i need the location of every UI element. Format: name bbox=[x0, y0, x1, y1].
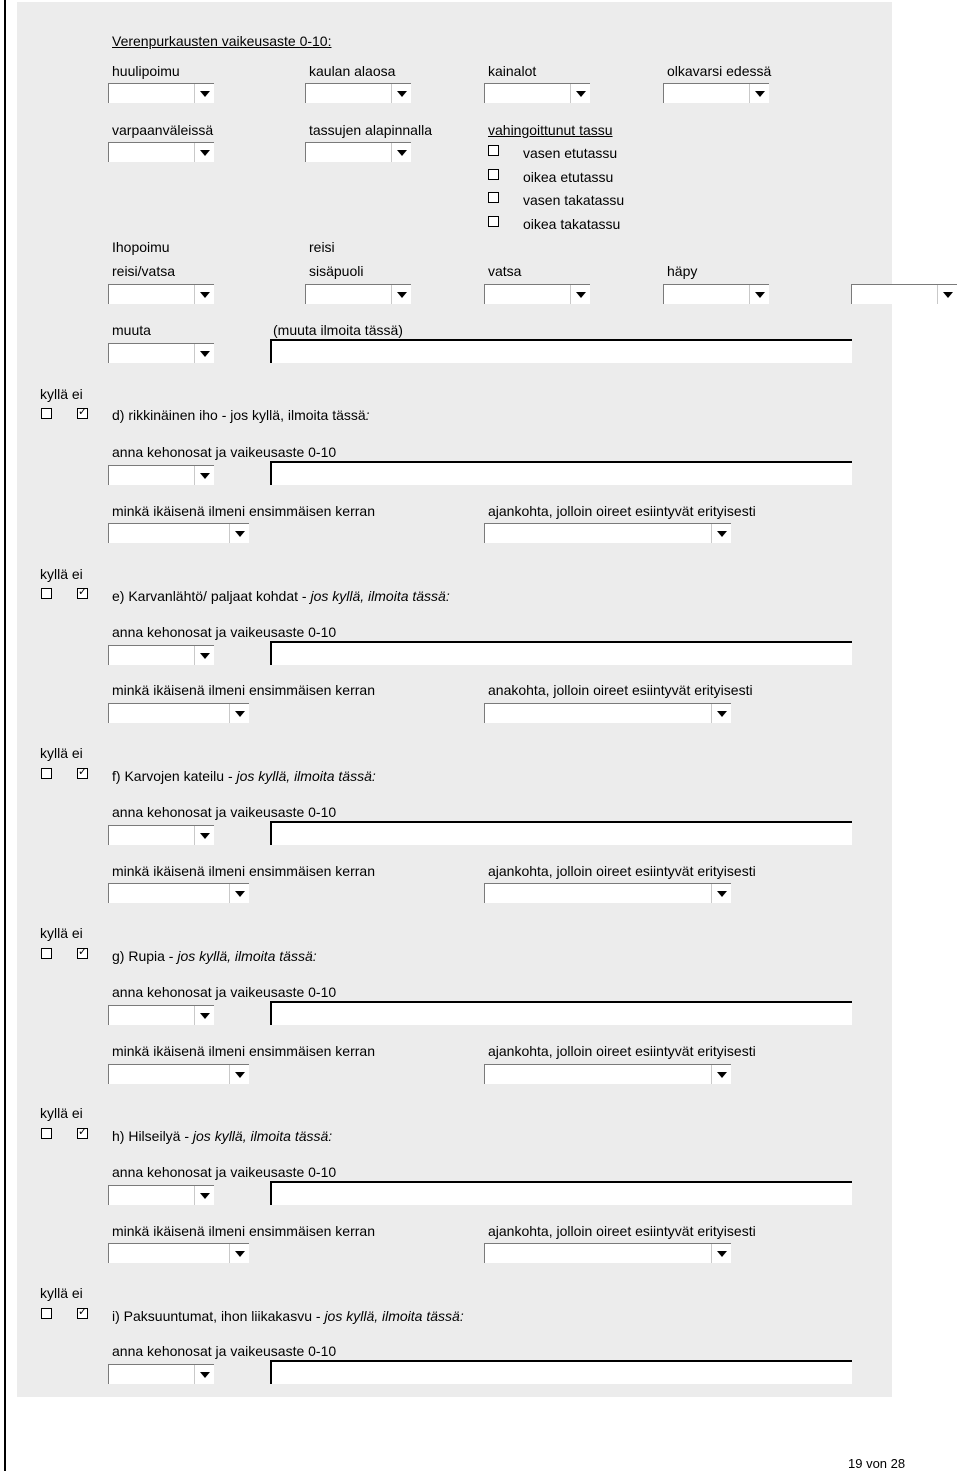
checkbox-yes-h[interactable] bbox=[41, 1128, 52, 1139]
label-reisi-vatsa: reisi/vatsa bbox=[112, 263, 176, 279]
dropdown-arrow-icon bbox=[570, 285, 590, 304]
dropdown-arrow-icon bbox=[194, 1006, 214, 1025]
severity-select[interactable] bbox=[305, 83, 411, 103]
time-select[interactable] bbox=[484, 523, 731, 543]
age-select[interactable] bbox=[108, 523, 249, 543]
question-g-tail: jos kyllä, ilmoita tässä: bbox=[177, 948, 317, 964]
checkbox-yes-g[interactable] bbox=[41, 948, 52, 959]
dropdown-arrow-icon bbox=[229, 704, 249, 723]
severity-select[interactable] bbox=[108, 465, 214, 485]
label-vasen-etutassu: vasen etutassu bbox=[523, 145, 618, 161]
areas-text-field[interactable] bbox=[270, 461, 852, 485]
dropdown-arrow-icon bbox=[570, 84, 590, 103]
yes-no-header: kyllä ei bbox=[40, 386, 83, 402]
label-time: anakohta, jolloin oireet esiintyvät erityisesti bbox=[488, 682, 753, 698]
label-ihopoimu: Ihopoimu bbox=[112, 239, 170, 255]
dropdown-arrow-icon bbox=[194, 84, 214, 103]
dropdown-arrow-icon bbox=[194, 1365, 214, 1384]
dropdown-arrow-icon bbox=[194, 143, 214, 162]
yes-no-header: kyllä ei bbox=[40, 1285, 83, 1301]
label-time: ajankohta, jolloin oireet esiintyvät erityisesti bbox=[488, 1043, 756, 1059]
time-select[interactable] bbox=[484, 883, 731, 903]
question-f-tail: jos kyllä, ilmoita tässä: bbox=[236, 768, 376, 784]
severity-select[interactable] bbox=[108, 1364, 214, 1384]
dropdown-arrow-icon bbox=[391, 143, 411, 162]
label-kainalot: kainalot bbox=[488, 63, 537, 79]
page-number: 19 von 28 bbox=[848, 1456, 906, 1471]
areas-text-field[interactable] bbox=[270, 1360, 852, 1384]
label-huulipoimu: huulipoimu bbox=[112, 63, 180, 79]
question-d bbox=[112, 407, 370, 423]
label-kaulan-alaosa: kaulan alaosa bbox=[309, 63, 396, 79]
label-vahingoittunut-tassu: vahingoittunut tassu bbox=[488, 122, 613, 138]
dropdown-arrow-icon bbox=[711, 524, 731, 543]
label-reisi: reisi bbox=[309, 239, 335, 255]
severity-select[interactable] bbox=[851, 284, 957, 304]
severity-select[interactable] bbox=[305, 284, 411, 304]
severity-select[interactable] bbox=[663, 83, 769, 103]
label-areas: anna kehonosat ja vaikeusaste 0-10 bbox=[112, 444, 337, 460]
label-vatsa: vatsa bbox=[488, 263, 522, 279]
severity-select[interactable] bbox=[108, 1005, 214, 1025]
time-select[interactable] bbox=[484, 1064, 731, 1084]
question-e bbox=[112, 588, 450, 604]
question-i-tail: jos kyllä, ilmoita tässä: bbox=[324, 1308, 464, 1324]
page-margin-line bbox=[4, 0, 6, 1471]
severity-select[interactable] bbox=[663, 284, 769, 304]
dropdown-arrow-icon bbox=[229, 1244, 249, 1263]
label-time: ajankohta, jolloin oireet esiintyvät erityisesti bbox=[488, 503, 756, 519]
label-age: minkä ikäisenä ilmeni ensimmäisen kerran bbox=[112, 682, 375, 698]
severity-select[interactable] bbox=[108, 284, 214, 304]
question-d-lead: d) rikkinäinen iho - jos kyllä, ilmoita tässä bbox=[112, 407, 366, 423]
checkbox-no-g[interactable] bbox=[77, 948, 88, 959]
question-h-tail: jos kyllä, ilmoita tässä: bbox=[192, 1128, 333, 1144]
label-time: ajankohta, jolloin oireet esiintyvät erityisesti bbox=[488, 863, 756, 879]
dropdown-arrow-icon bbox=[229, 884, 249, 903]
severity-select[interactable] bbox=[108, 343, 214, 363]
yes-no-header: kyllä ei bbox=[40, 745, 83, 761]
checkbox-no-h[interactable] bbox=[77, 1128, 88, 1139]
areas-text-field[interactable] bbox=[270, 1001, 852, 1025]
question-h bbox=[112, 1128, 332, 1144]
label-sisapuoli: sisäpuoli bbox=[309, 263, 364, 279]
question-h-lead: h) Hilseilyä - bbox=[112, 1128, 193, 1144]
dropdown-arrow-icon bbox=[711, 704, 731, 723]
question-i bbox=[112, 1308, 464, 1324]
label-time: ajankohta, jolloin oireet esiintyvät erityisesti bbox=[488, 1223, 756, 1239]
label-muuta: muuta bbox=[112, 322, 151, 338]
dropdown-arrow-icon bbox=[749, 84, 769, 103]
age-select[interactable] bbox=[108, 703, 249, 723]
dropdown-arrow-icon bbox=[229, 1065, 249, 1084]
label-areas: anna kehonosat ja vaikeusaste 0-10 bbox=[112, 984, 337, 1000]
dropdown-arrow-icon bbox=[194, 826, 214, 845]
question-i-lead: i) Paksuuntumat, ihon liikakasvu - bbox=[112, 1308, 325, 1324]
label-age: minkä ikäisenä ilmeni ensimmäisen kerran bbox=[112, 863, 375, 879]
checkbox-vasen-takatassu[interactable] bbox=[488, 192, 499, 203]
section-title: Verenpurkausten vaikeusaste 0-10: bbox=[112, 33, 332, 49]
question-g-lead: g) Rupia - bbox=[112, 948, 178, 964]
label-areas: anna kehonosat ja vaikeusaste 0-10 bbox=[112, 624, 337, 640]
dropdown-arrow-icon bbox=[711, 1244, 731, 1263]
checkbox-yes-i[interactable] bbox=[41, 1308, 52, 1319]
dropdown-arrow-icon bbox=[937, 285, 957, 304]
question-f bbox=[112, 768, 376, 784]
severity-select[interactable] bbox=[108, 645, 214, 665]
question-e-lead: e) Karvanlähtö/ paljaat kohdat - bbox=[112, 588, 311, 604]
label-muuta-hint: (muuta ilmoita tässä) bbox=[273, 322, 403, 338]
question-f-lead: f) Karvojen kateilu - bbox=[112, 768, 237, 784]
checkbox-oikea-takatassu[interactable] bbox=[488, 216, 499, 227]
muuta-text-field[interactable] bbox=[270, 339, 852, 363]
severity-select[interactable] bbox=[484, 284, 590, 304]
dropdown-arrow-icon bbox=[229, 524, 249, 543]
severity-select[interactable] bbox=[108, 1185, 214, 1205]
checkbox-no-e[interactable] bbox=[77, 588, 88, 599]
areas-text-field[interactable] bbox=[270, 641, 852, 665]
dropdown-arrow-icon bbox=[391, 285, 411, 304]
severity-select[interactable] bbox=[305, 142, 411, 162]
label-vasen-takatassu: vasen takatassu bbox=[523, 192, 625, 208]
label-oikea-etutassu: oikea etutassu bbox=[523, 169, 614, 185]
checkbox-no-i[interactable] bbox=[77, 1308, 88, 1319]
label-olkavarsi-edessa: olkavarsi edessä bbox=[667, 63, 772, 79]
areas-text-field[interactable] bbox=[270, 821, 852, 845]
label-hapy: häpy bbox=[667, 263, 698, 279]
yes-no-header: kyllä ei bbox=[40, 1105, 83, 1121]
label-tassujen-alapinnalla: tassujen alapinnalla bbox=[309, 122, 432, 138]
yes-no-header: kyllä ei bbox=[40, 925, 83, 941]
label-age: minkä ikäisenä ilmeni ensimmäisen kerran bbox=[112, 1223, 375, 1239]
question-e-tail: jos kyllä, ilmoita tässä: bbox=[310, 588, 450, 604]
time-select[interactable] bbox=[484, 1243, 731, 1263]
age-select[interactable] bbox=[108, 1243, 249, 1263]
question-g bbox=[112, 948, 317, 964]
dropdown-arrow-icon bbox=[711, 884, 731, 903]
dropdown-arrow-icon bbox=[391, 84, 411, 103]
severity-select[interactable] bbox=[108, 142, 214, 162]
label-areas: anna kehonosat ja vaikeusaste 0-10 bbox=[112, 804, 337, 820]
label-varpaanvaleissa: varpaanväleissä bbox=[112, 122, 214, 138]
label-age: minkä ikäisenä ilmeni ensimmäisen kerran bbox=[112, 503, 375, 519]
checkbox-no-f[interactable] bbox=[77, 768, 88, 779]
age-select[interactable] bbox=[108, 883, 249, 903]
checkbox-yes-f[interactable] bbox=[41, 768, 52, 779]
dropdown-arrow-icon bbox=[194, 466, 214, 485]
checkbox-yes-e[interactable] bbox=[41, 588, 52, 599]
dropdown-arrow-icon bbox=[711, 1065, 731, 1084]
age-select[interactable] bbox=[108, 1064, 249, 1084]
dropdown-arrow-icon bbox=[194, 646, 214, 665]
label-oikea-takatassu: oikea takatassu bbox=[523, 216, 621, 232]
label-areas: anna kehonosat ja vaikeusaste 0-10 bbox=[112, 1343, 337, 1359]
checkbox-oikea-etutassu[interactable] bbox=[488, 169, 499, 180]
checkbox-vasen-etutassu[interactable] bbox=[488, 145, 499, 156]
label-age: minkä ikäisenä ilmeni ensimmäisen kerran bbox=[112, 1043, 375, 1059]
dropdown-arrow-icon bbox=[194, 1186, 214, 1205]
dropdown-arrow-icon bbox=[194, 344, 214, 363]
yes-no-header: kyllä ei bbox=[40, 566, 83, 582]
severity-select[interactable] bbox=[108, 825, 214, 845]
severity-select[interactable] bbox=[484, 83, 590, 103]
dropdown-arrow-icon bbox=[194, 285, 214, 304]
severity-select[interactable] bbox=[108, 83, 214, 103]
checkbox-no-d[interactable] bbox=[77, 408, 88, 419]
areas-text-field[interactable] bbox=[270, 1181, 852, 1205]
checkbox-yes-d[interactable] bbox=[41, 408, 52, 419]
question-d-tail: : bbox=[365, 407, 370, 423]
label-areas: anna kehonosat ja vaikeusaste 0-10 bbox=[112, 1164, 337, 1180]
dropdown-arrow-icon bbox=[749, 285, 769, 304]
time-select[interactable] bbox=[484, 703, 731, 723]
